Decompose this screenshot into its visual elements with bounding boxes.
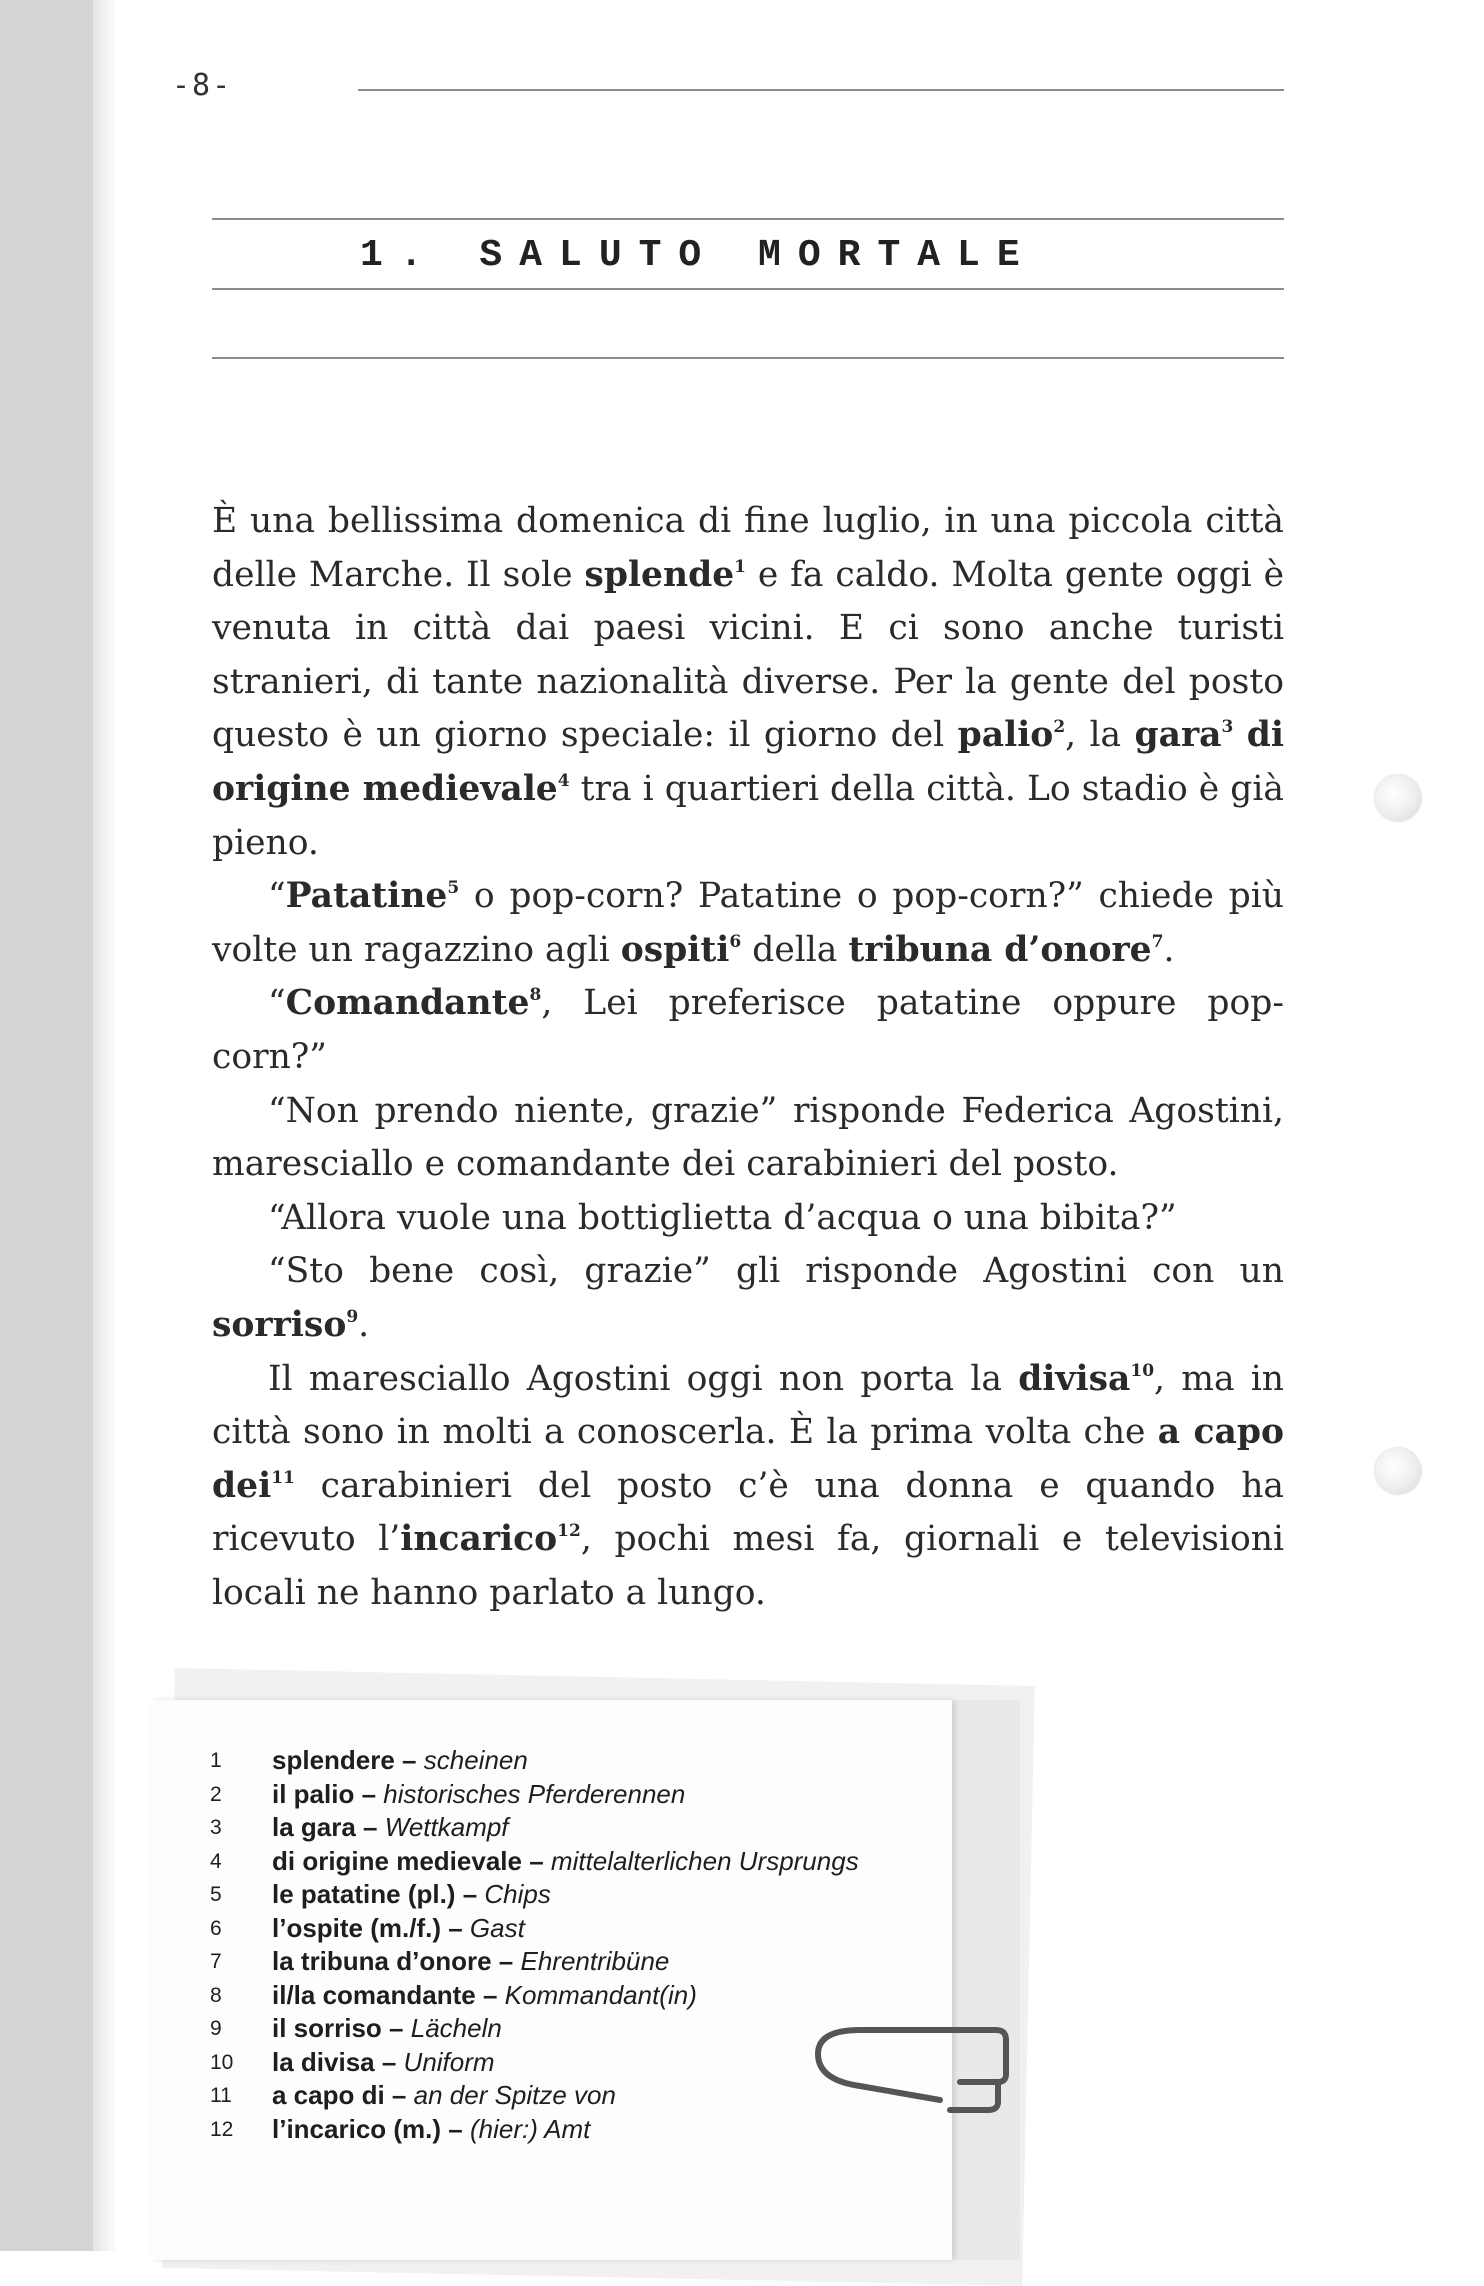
paragraph-5: “Allora vuole una bottiglietta d’acqua o una bibita?”: [268, 1197, 1177, 1238]
footnote-ref: 4: [557, 770, 570, 791]
glossary-translation: an der Spitze von: [413, 2080, 616, 2110]
glossary-number: 7: [210, 1950, 222, 1973]
keyword: gara: [1134, 715, 1222, 756]
page-side-band: [0, 0, 93, 2251]
keyword: sorriso: [212, 1304, 347, 1345]
glossary-translation: Chips: [484, 1879, 551, 1909]
footnote-ref: 5: [447, 878, 460, 899]
keyword: Comandante: [285, 983, 530, 1024]
glossary-separator: –: [521, 1845, 551, 1876]
glossary-number: 2: [210, 1782, 222, 1806]
footnote-ref: 11: [271, 1467, 295, 1488]
paper-clip-icon: [810, 2010, 1010, 2120]
page-number: -8-: [172, 68, 233, 103]
glossary-term: di origine medievale: [272, 1845, 522, 1876]
glossary-number: 11: [210, 2084, 232, 2107]
paragraph-6: “Sto bene così, grazie” gli risponde Agostini con un sorriso$^9$.: [212, 1251, 1284, 1345]
glossary-entry: [210, 2046, 859, 2080]
title-rule-extra: [212, 357, 1284, 359]
glossary-translation: Ehrentribüne: [520, 1946, 670, 1976]
paragraph-4: “Non prendo niente, grazie” risponde Federica Agostini, maresciallo e comandante dei carabinieri del posto.: [212, 1090, 1284, 1185]
glossary-entry: [210, 1912, 859, 1946]
glossary-term: l’ospite (m./f.): [272, 1912, 441, 1943]
glossary-number: 3: [210, 1816, 222, 1839]
footnote-ref: 7: [1151, 931, 1164, 952]
glossary-separator: –: [441, 1912, 470, 1943]
glossary-term: la tribuna d’onore: [272, 1946, 492, 1976]
glossary-term: a capo di: [272, 2080, 385, 2110]
glossary-term: splendere: [272, 1745, 395, 1775]
keyword: divisa: [1018, 1358, 1131, 1399]
title-rule-bottom: [212, 288, 1284, 290]
glossary-separator: –: [441, 2113, 470, 2144]
glossary-number: 6: [210, 1916, 222, 1940]
glossary-translation: Lächeln: [410, 2013, 502, 2043]
glossary-entry: [210, 1744, 859, 1778]
glossary-term: il palio: [272, 1778, 355, 1809]
glossary-translation: Kommandant(in): [504, 1979, 697, 2010]
glossary-translation: (hier:) Amt: [469, 2113, 591, 2144]
glossary-number: 10: [210, 2050, 234, 2074]
glossary-separator: –: [381, 2013, 411, 2043]
glossary-translation: Wettkampf: [384, 1812, 509, 1842]
paragraph-2: “Patatine$^5$ o pop-corn? Patatine o pop-corn?” chiede più volte un ragazzino agli ospiti$^6$ della tribuna d’onore$^7$.: [212, 876, 1284, 970]
glossary-separator: –: [394, 1745, 424, 1775]
keyword: tribuna d’onore: [848, 929, 1152, 970]
glossary-term: il/la comandante: [272, 1979, 476, 2010]
glossary-term: le patatine (pl.): [272, 1879, 456, 1909]
keyword: splende: [584, 554, 735, 595]
glossary-number: 8: [210, 1983, 222, 2007]
title-rule-top: [212, 218, 1284, 220]
glossary-separator: –: [384, 2080, 414, 2110]
footnote-ref: 9: [346, 1306, 359, 1327]
footnote-ref: 10: [1130, 1360, 1155, 1381]
glossary-term: il sorriso: [272, 2013, 382, 2043]
glossary-separator: –: [455, 1879, 485, 1909]
story-text: [212, 495, 1284, 1620]
footnote-ref: 12: [557, 1521, 581, 1542]
glossary-entry: [210, 2113, 859, 2147]
glossary-entry: [210, 2079, 859, 2113]
footnote-ref: 3: [1221, 717, 1234, 738]
glossary-entry: [210, 1979, 859, 2013]
glossary-term: la divisa: [272, 2046, 375, 2077]
footnote-ref: 1: [734, 556, 746, 577]
glossary-term: l’incarico (m.): [272, 2113, 442, 2144]
keyword: palio: [957, 715, 1054, 756]
glossary-entry: [210, 1811, 859, 1845]
binder-hole-icon: [1375, 1448, 1421, 1494]
glossary-translation: mittelalterlichen Ursprungs: [550, 1845, 859, 1876]
binder-hole-icon: [1375, 775, 1421, 821]
glossary-separator: –: [355, 1812, 385, 1842]
glossary-number: 1: [210, 1749, 222, 1772]
glossary-entry: [210, 2012, 859, 2046]
keyword: di origine medievale: [212, 715, 1285, 809]
chapter-title: 1. SALUTO MORTALE: [360, 234, 1037, 277]
footnote-ref: 8: [529, 985, 542, 1006]
footnote-ref: 6: [729, 931, 742, 952]
glossary-entry: [210, 1778, 859, 1812]
glossary-translation: scheinen: [423, 1745, 528, 1775]
glossary-number: 9: [210, 2017, 222, 2040]
glossary-entry: [210, 1845, 859, 1879]
glossary-separator: –: [354, 1778, 384, 1809]
glossary-entry: [210, 1878, 859, 1912]
glossary-separator: –: [491, 1946, 521, 1976]
glossary-entry: [210, 1945, 859, 1979]
glossary-number: 12: [210, 2117, 234, 2141]
glossary-term: la gara: [272, 1812, 356, 1842]
paragraph-7: Il maresciallo Agostini oggi non porta la divisa$^{10}$, ma in città sono in molti a conoscerla. È la prima volta che a capo dei$^{11}$ carabinieri del posto c’è una donna e quando ha ricevuto l’incarico$^{12}$, pochi mesi fa, giornali e televisioni locali ne hanno parlato a lungo.: [212, 1358, 1285, 1613]
keyword: incarico: [400, 1519, 558, 1560]
page-edge-shadow: [93, 0, 115, 2251]
paragraph-1: È una bellissima domenica di fine luglio, in una piccola città delle Marche. Il sole splende$^1$ e fa caldo. Molta gente oggi è venuta in città dai paesi vicini. E ci sono anche turisti stranieri, di tante nazionalità diverse. Per la gente del posto questo è un giorno speciale: il giorno del palio$^2$, la gara$^3$ di origine medievale$^4$ tra i quartieri della città. Lo stadio è già pieno.: [212, 501, 1285, 863]
paragraph-3: “Comandante$^8$, Lei preferisce patatine oppure pop-corn?”: [212, 983, 1284, 1077]
glossary-number: 4: [210, 1849, 222, 1873]
keyword: a capo dei: [212, 1412, 1284, 1506]
glossary-translation: Uniform: [403, 2046, 495, 2077]
glossary-number: 5: [210, 1883, 222, 1906]
glossary-translation: historisches Pferderennen: [383, 1778, 686, 1809]
keyword: ospiti: [620, 929, 730, 970]
glossary-translation: Gast: [469, 1912, 525, 1943]
glossary-list: [210, 1744, 859, 2146]
glossary-separator: –: [374, 2046, 404, 2077]
header-rule: [358, 89, 1284, 91]
glossary-separator: –: [475, 1979, 505, 2010]
keyword: Patatine: [285, 876, 448, 917]
footnote-ref: 2: [1053, 717, 1066, 738]
